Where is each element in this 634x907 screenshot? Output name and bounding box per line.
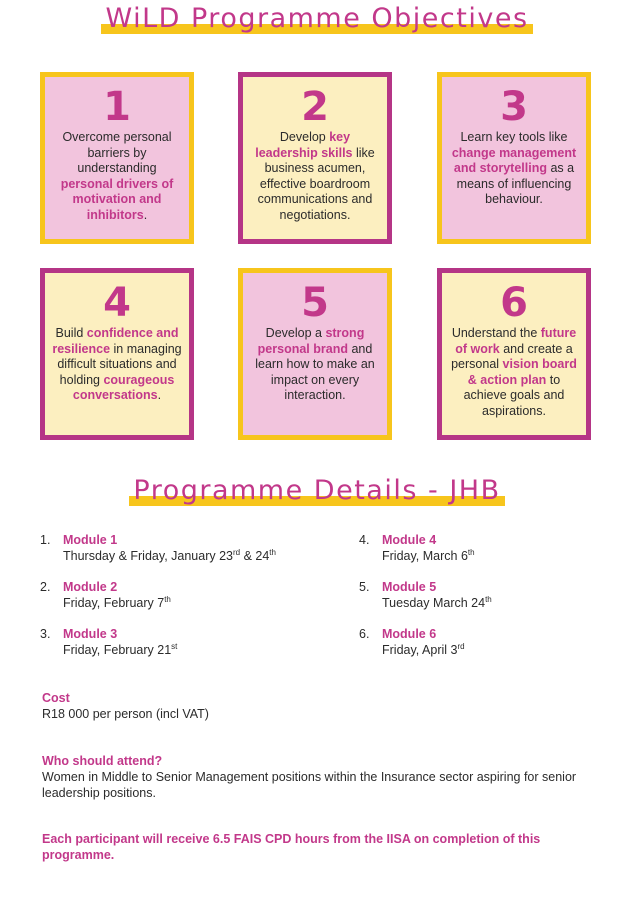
objective-text-part: to achieve goals and aspirations. — [463, 372, 565, 418]
module-date — [382, 549, 475, 563]
attendance-section — [42, 753, 602, 801]
module-body — [63, 532, 276, 564]
module-date-suffix: th — [269, 547, 276, 557]
module-date-text: Friday, March 6 — [382, 549, 468, 563]
cpd-note: Each participant will receive 6.5 FAIS CPD hours from the IISA on completion of this programme. — [42, 832, 541, 862]
module-date-text: Friday, February 21 — [63, 643, 172, 657]
objectives-grid — [40, 72, 594, 442]
module-date — [382, 596, 492, 610]
objective-number: 1 — [103, 84, 131, 130]
objective-text — [61, 130, 174, 222]
details-heading-wrap — [0, 474, 634, 508]
module-name: Module 5 — [382, 580, 437, 594]
objective-text — [451, 326, 577, 418]
objective-highlight: courageous conversations — [72, 372, 175, 402]
module-date-suffix: st — [171, 641, 178, 651]
module-date-suffix: th — [164, 594, 171, 604]
module-name: Module 6 — [382, 627, 437, 641]
objectives-heading-wrap — [0, 2, 634, 36]
module-date — [63, 549, 276, 563]
objective-text-part: in managing difficult situations and holding — [57, 341, 182, 387]
module-body — [382, 626, 465, 658]
objective-card-5 — [238, 268, 392, 440]
objective-text-part: Develop — [279, 130, 330, 144]
objective-card-4 — [40, 268, 194, 440]
module-name: Module 2 — [63, 580, 118, 594]
module-index: 3. — [40, 627, 51, 641]
objective-highlight: personal drivers of motivation and inhibitors — [60, 176, 174, 222]
module-name: Module 4 — [382, 533, 437, 547]
module-name: Module 3 — [63, 627, 118, 641]
module-body — [382, 532, 475, 564]
attend-label: Who should attend? — [42, 754, 163, 768]
attend-value: Women in Middle to Senior Management positions within the Insurance sector aspiring for senior leadership positions. — [42, 770, 577, 800]
objective-card-3 — [437, 72, 591, 244]
module-body — [382, 579, 492, 611]
details-title: Programme Details - JHB — [129, 474, 504, 508]
module-date — [63, 596, 171, 610]
module-date — [382, 643, 465, 657]
objective-number: 2 — [301, 84, 329, 130]
objective-number: 4 — [103, 280, 131, 326]
objectives-title: WiLD Programme Objectives — [101, 2, 532, 36]
objective-text-part: . — [157, 388, 162, 402]
objective-card-2 — [238, 72, 392, 244]
objective-card-1 — [40, 72, 194, 244]
objective-text-part: as a means of influencing behaviour. — [456, 161, 575, 206]
objective-text — [255, 130, 375, 222]
objective-number: 3 — [500, 84, 528, 130]
objective-highlight: future of work — [455, 326, 577, 356]
cost-value: R18 000 per person (incl VAT) — [42, 707, 209, 721]
module-body — [63, 626, 177, 658]
objective-text-part: . — [143, 207, 148, 222]
module-index: 2. — [40, 580, 51, 594]
objective-text-part: like business acumen, effective boardroom communications and negotiations. — [257, 145, 375, 222]
module-date-text: Friday, February 7 — [63, 596, 165, 610]
module-date-suffix: th — [485, 594, 492, 604]
objective-text-part: Build — [55, 326, 87, 340]
objective-text-part: Understand the — [451, 326, 541, 340]
module-date-suffix: th — [467, 547, 475, 557]
module-index: 5. — [359, 580, 370, 594]
objective-highlight: confidence and resilience — [52, 326, 179, 356]
objective-text-part: Develop a — [265, 326, 326, 340]
objective-text-part: and learn how to make an impact on every interaction. — [255, 341, 375, 402]
module-index: 6. — [359, 627, 370, 641]
objective-text — [255, 326, 375, 402]
objective-text — [452, 130, 576, 206]
objective-text-part: Overcome personal barriers by understanding — [62, 130, 172, 175]
module-date-text: & 24 — [240, 549, 270, 563]
module-index: 4. — [359, 533, 370, 547]
objective-highlight: change management and storytelling — [451, 145, 577, 175]
module-date — [63, 643, 177, 657]
module-date-suffix: rd — [232, 547, 241, 557]
module-date-text: Thursday & Friday, January 23 — [63, 549, 233, 563]
objective-text-part: Learn key tools like — [460, 130, 568, 144]
objective-highlight: key leadership skills — [255, 130, 353, 160]
objective-card-6 — [437, 268, 591, 440]
module-name: Module 1 — [63, 533, 118, 547]
cost-section — [42, 690, 602, 722]
module-index: 1. — [40, 533, 51, 547]
cost-label: Cost — [42, 691, 70, 705]
objective-highlight: strong personal brand — [257, 326, 365, 356]
objective-number: 5 — [301, 280, 329, 326]
module-date-suffix: rd — [457, 641, 465, 651]
objective-highlight: vision board & action plan — [467, 357, 577, 387]
module-date-text: Friday, April 3 — [382, 643, 458, 657]
module-body — [63, 579, 171, 611]
module-date-text: Tuesday March 24 — [382, 596, 486, 610]
objective-text-part: and create a personal — [451, 341, 573, 371]
objective-number: 6 — [500, 280, 528, 326]
objective-text — [52, 326, 181, 402]
